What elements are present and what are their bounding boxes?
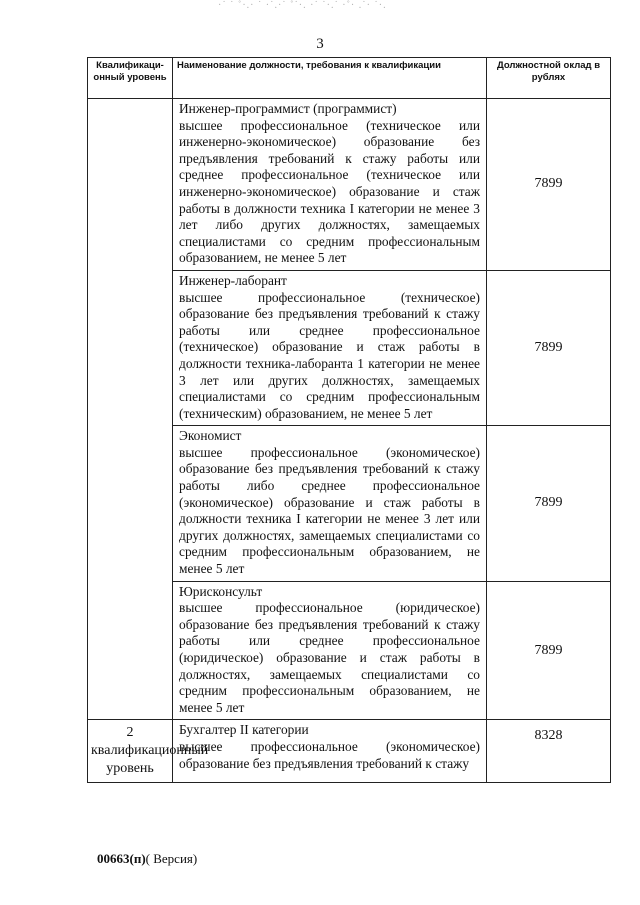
- position-title: Бухгалтер II категории: [179, 722, 309, 738]
- position-requirements: высшее профессиональное (экономическое) образование без предъявления требований к стажу работы либо среднее профессиональное (экономическое) образование и стаж работы в должности техника I категории не менее 3 лет или других должностях, замещаемых специалистами со средним профессиональным образованием, не менее 5 лет: [179, 444, 480, 577]
- position-requirements: высшее профессиональное (экономическое) образование без предъявления требований к стажу: [179, 738, 480, 771]
- table-row: [88, 99, 611, 271]
- position-cell: [173, 99, 487, 271]
- table-header-row: [88, 58, 611, 99]
- position-title: Инженер-программист (программист): [179, 101, 397, 116]
- salary-cell: 7899: [487, 581, 611, 720]
- salary-cell: 7899: [487, 426, 611, 581]
- scan-artifact: ·˙ ˙ ˚·.· ˙ ·˙.·˙ ˚˙·. ·˙ ˙·.˙ ·˚· .˙· ˙·.: [218, 0, 387, 11]
- header-position: Наименование должности, требования к квалификации: [173, 58, 487, 99]
- position-cell: [173, 426, 487, 581]
- level-cell-2: 2 квалификационный уровень: [88, 720, 173, 783]
- document-footer: [97, 851, 197, 867]
- salary-cell: 8328: [487, 720, 611, 783]
- level-cell-1: [88, 99, 173, 720]
- header-salary: Должностной оклад в рублях: [487, 58, 611, 99]
- page-number: 3: [316, 36, 324, 52]
- position-cell: [173, 720, 487, 783]
- position-title: Юрисконсульт: [179, 583, 263, 599]
- position-requirements: высшее профессиональное (юридическое) образование без предъявления требований к стажу работы или среднее профессиональное (юридическое) образование и стаж работы в должностях, замещаемых специалистами со средним профессиональным образованием, не менее 5 лет: [179, 600, 480, 715]
- position-cell: [173, 270, 487, 425]
- position-cell: [173, 581, 487, 720]
- qualification-table: [87, 57, 611, 783]
- document-code: 00663(п): [97, 851, 146, 866]
- header-level: Квалификаци-онный уровень: [88, 58, 173, 99]
- position-requirements: высшее профессиональное (техническое) образование без предъявления требований к стажу работы или среднее профессиональное (техническое) образование и стаж работы в должности техника-лаборанта 1 категории не менее 3 лет или других должностях, замещаемых специалистами со средним профессиональным (техническим) образованием, не менее 5 лет: [179, 289, 480, 421]
- position-title: Экономист: [179, 428, 242, 444]
- table-row: [88, 720, 611, 783]
- salary-cell: 7899: [487, 99, 611, 271]
- salary-cell: 7899: [487, 270, 611, 425]
- position-title: Инженер-лаборант: [179, 272, 287, 288]
- document-version: ( Версия): [145, 851, 198, 866]
- position-requirements: высшее профессиональное (техническое или инженерно-экономическое) образование без предъявления требований к стажу работы или среднее профессиональное (техническое или инженерно-экономическое) образование и стаж работы в должности техника I категории не менее 3 лет либо других должностях, замещаемых специалистами со средним профессиональным образованием, не менее 5 лет: [179, 117, 480, 266]
